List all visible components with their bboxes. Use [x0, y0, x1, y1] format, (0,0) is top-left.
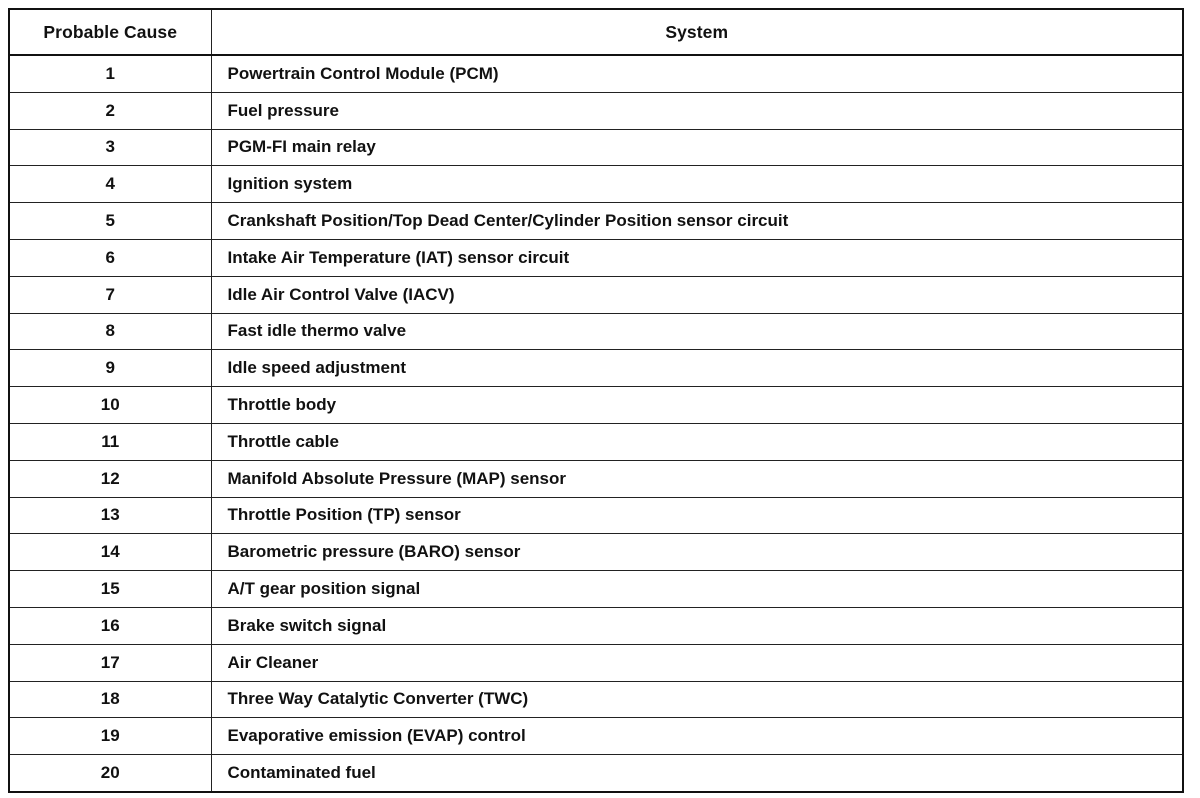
table-row — [10, 423, 1182, 460]
cause-number-cell: 3 — [10, 129, 211, 166]
system-name-cell: Brake switch signal — [211, 607, 1182, 644]
cause-number-cell: 20 — [10, 755, 211, 792]
system-name-cell: Crankshaft Position/Top Dead Center/Cylinder Position sensor circuit — [211, 203, 1182, 240]
system-name-cell: A/T gear position signal — [211, 571, 1182, 608]
cause-number-cell: 2 — [10, 92, 211, 129]
cause-number-cell: 5 — [10, 203, 211, 240]
cause-number-cell: 6 — [10, 239, 211, 276]
system-name-cell: Contaminated fuel — [211, 755, 1182, 792]
cause-number-cell: 11 — [10, 423, 211, 460]
table-row — [10, 313, 1182, 350]
system-name-cell: PGM-FI main relay — [211, 129, 1182, 166]
cause-number-cell: 10 — [10, 387, 211, 424]
cause-number-cell: 15 — [10, 571, 211, 608]
cause-number-cell: 9 — [10, 350, 211, 387]
cause-number-cell: 7 — [10, 276, 211, 313]
cause-number-cell: 18 — [10, 681, 211, 718]
cause-number-cell: 19 — [10, 718, 211, 755]
system-name-cell: Air Cleaner — [211, 644, 1182, 681]
system-name-cell: Idle Air Control Valve (IACV) — [211, 276, 1182, 313]
table-row — [10, 460, 1182, 497]
system-name-cell: Barometric pressure (BARO) sensor — [211, 534, 1182, 571]
table-row — [10, 203, 1182, 240]
table-row — [10, 644, 1182, 681]
table-row — [10, 681, 1182, 718]
table-row — [10, 607, 1182, 644]
system-name-cell: Ignition system — [211, 166, 1182, 203]
table-row — [10, 55, 1182, 92]
system-name-cell: Fast idle thermo valve — [211, 313, 1182, 350]
table-row — [10, 718, 1182, 755]
cause-number-cell: 1 — [10, 55, 211, 92]
table-row — [10, 350, 1182, 387]
table-row — [10, 92, 1182, 129]
table-row — [10, 497, 1182, 534]
cause-number-cell: 12 — [10, 460, 211, 497]
system-name-cell: Powertrain Control Module (PCM) — [211, 55, 1182, 92]
header-probable-cause: Probable Cause — [10, 10, 211, 55]
system-name-cell: Fuel pressure — [211, 92, 1182, 129]
system-name-cell: Evaporative emission (EVAP) control — [211, 718, 1182, 755]
system-name-cell: Throttle Position (TP) sensor — [211, 497, 1182, 534]
system-name-cell: Three Way Catalytic Converter (TWC) — [211, 681, 1182, 718]
cause-number-cell: 8 — [10, 313, 211, 350]
header-system: System — [211, 10, 1182, 55]
table-row — [10, 129, 1182, 166]
table-row — [10, 239, 1182, 276]
table-row — [10, 166, 1182, 203]
table-row — [10, 534, 1182, 571]
system-name-cell: Idle speed adjustment — [211, 350, 1182, 387]
table-row — [10, 387, 1182, 424]
table-row — [10, 276, 1182, 313]
probable-cause-table — [10, 10, 1182, 793]
table-body — [10, 55, 1182, 792]
table-row — [10, 571, 1182, 608]
cause-number-cell: 13 — [10, 497, 211, 534]
cause-number-cell: 14 — [10, 534, 211, 571]
system-name-cell: Throttle cable — [211, 423, 1182, 460]
table-header-row — [10, 10, 1182, 55]
cause-number-cell: 17 — [10, 644, 211, 681]
system-name-cell: Manifold Absolute Pressure (MAP) sensor — [211, 460, 1182, 497]
table-row — [10, 755, 1182, 792]
cause-number-cell: 4 — [10, 166, 211, 203]
cause-number-cell: 16 — [10, 607, 211, 644]
probable-cause-table-frame — [8, 8, 1184, 793]
system-name-cell: Intake Air Temperature (IAT) sensor circuit — [211, 239, 1182, 276]
system-name-cell: Throttle body — [211, 387, 1182, 424]
